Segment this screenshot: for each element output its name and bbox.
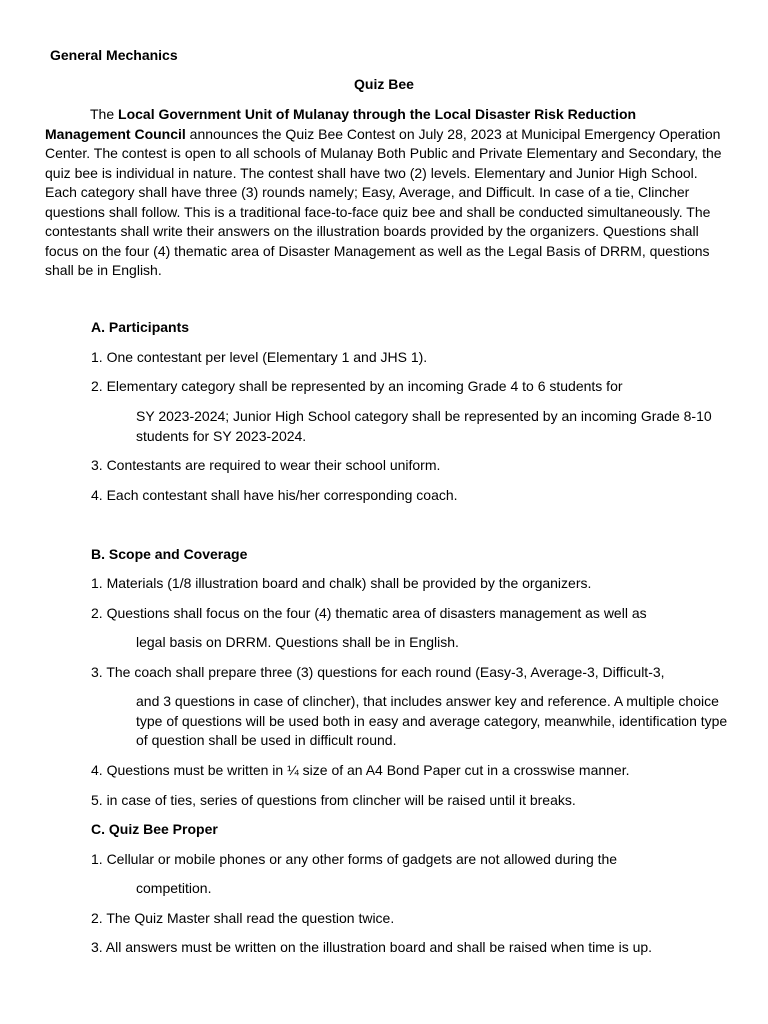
list-item: 4. Questions must be written in ¼ size of an A4 Bond Paper cut in a crosswise manner. bbox=[91, 762, 630, 778]
document-title: Quiz Bee bbox=[354, 76, 414, 92]
section-heading-participants: A. Participants bbox=[91, 319, 190, 335]
list-item-continuation: SY 2023-2024; Junior High School category shall be represented by an incoming Grade 8-10 students for SY 2023-2024. bbox=[136, 408, 712, 444]
list-item: 4. Each contestant shall have his/her corresponding coach. bbox=[91, 487, 458, 503]
document-header: General Mechanics bbox=[50, 47, 178, 63]
section-heading-quiz-proper: C. Quiz Bee Proper bbox=[91, 821, 218, 837]
list-item: 5. in case of ties, series of questions from clincher will be raised until it breaks. bbox=[91, 792, 576, 808]
list-item: 2. The Quiz Master shall read the question twice. bbox=[91, 910, 395, 926]
list-item-continuation: legal basis on DRRM. Questions shall be in English. bbox=[136, 634, 459, 650]
intro-organization: Local Government Unit of Mulanay through the Local Disaster Risk Reduction Management Council bbox=[45, 106, 637, 142]
list-item: 1. Cellular or mobile phones or any other forms of gadgets are not allowed during the bbox=[91, 851, 618, 867]
list-item-continuation: and 3 questions in case of clincher), that includes answer key and reference. A multiple choice type of questions will be used both in easy and average category, meanwhile, identification type of question shall be used in difficult round. bbox=[136, 693, 728, 748]
list-item: 2. Questions shall focus on the four (4) thematic area of disasters management as well as bbox=[91, 605, 647, 621]
list-item: 1. Materials (1/8 illustration board and chalk) shall be provided by the organizers. bbox=[91, 575, 592, 591]
intro-body: announces the Quiz Bee Contest on July 28, 2023 at Municipal Emergency Operation Center. The contest is open to all schools of Mulanay Both Public and Private Elementary and Secondary, the quiz bee is individual in nature. The contest shall have two (2) levels. Elementary and Junior High School. Each category shall have three (3) rounds namely; Easy, Average, and Difficult. In case of a tie, Clincher questions shall follow. This is a traditional face-to-face quiz bee and shall be conducted simultaneously. The contestants shall write their answers on the illustration boards provided by the organizers. Questions shall focus on the four (4) thematic area of Disaster Management as well as the Legal Basis of DRRM, questions shall be in English. bbox=[45, 125, 722, 278]
list-item-continuation: competition. bbox=[136, 880, 212, 896]
list-item: 3. Contestants are required to wear their school uniform. bbox=[91, 457, 441, 473]
list-item: 3. The coach shall prepare three (3) questions for each round (Easy-3, Average-3, Difficult-3, bbox=[91, 664, 665, 680]
intro-prefix: The bbox=[90, 106, 119, 122]
list-item: 1. One contestant per level (Elementary 1 and JHS 1). bbox=[91, 349, 428, 365]
list-item: 2. Elementary category shall be represented by an incoming Grade 4 to 6 students for bbox=[91, 378, 623, 394]
section-heading-scope: B. Scope and Coverage bbox=[91, 546, 248, 562]
list-item: 3. All answers must be written on the illustration board and shall be raised when time is up. bbox=[91, 939, 653, 955]
intro-paragraph bbox=[45, 105, 725, 281]
